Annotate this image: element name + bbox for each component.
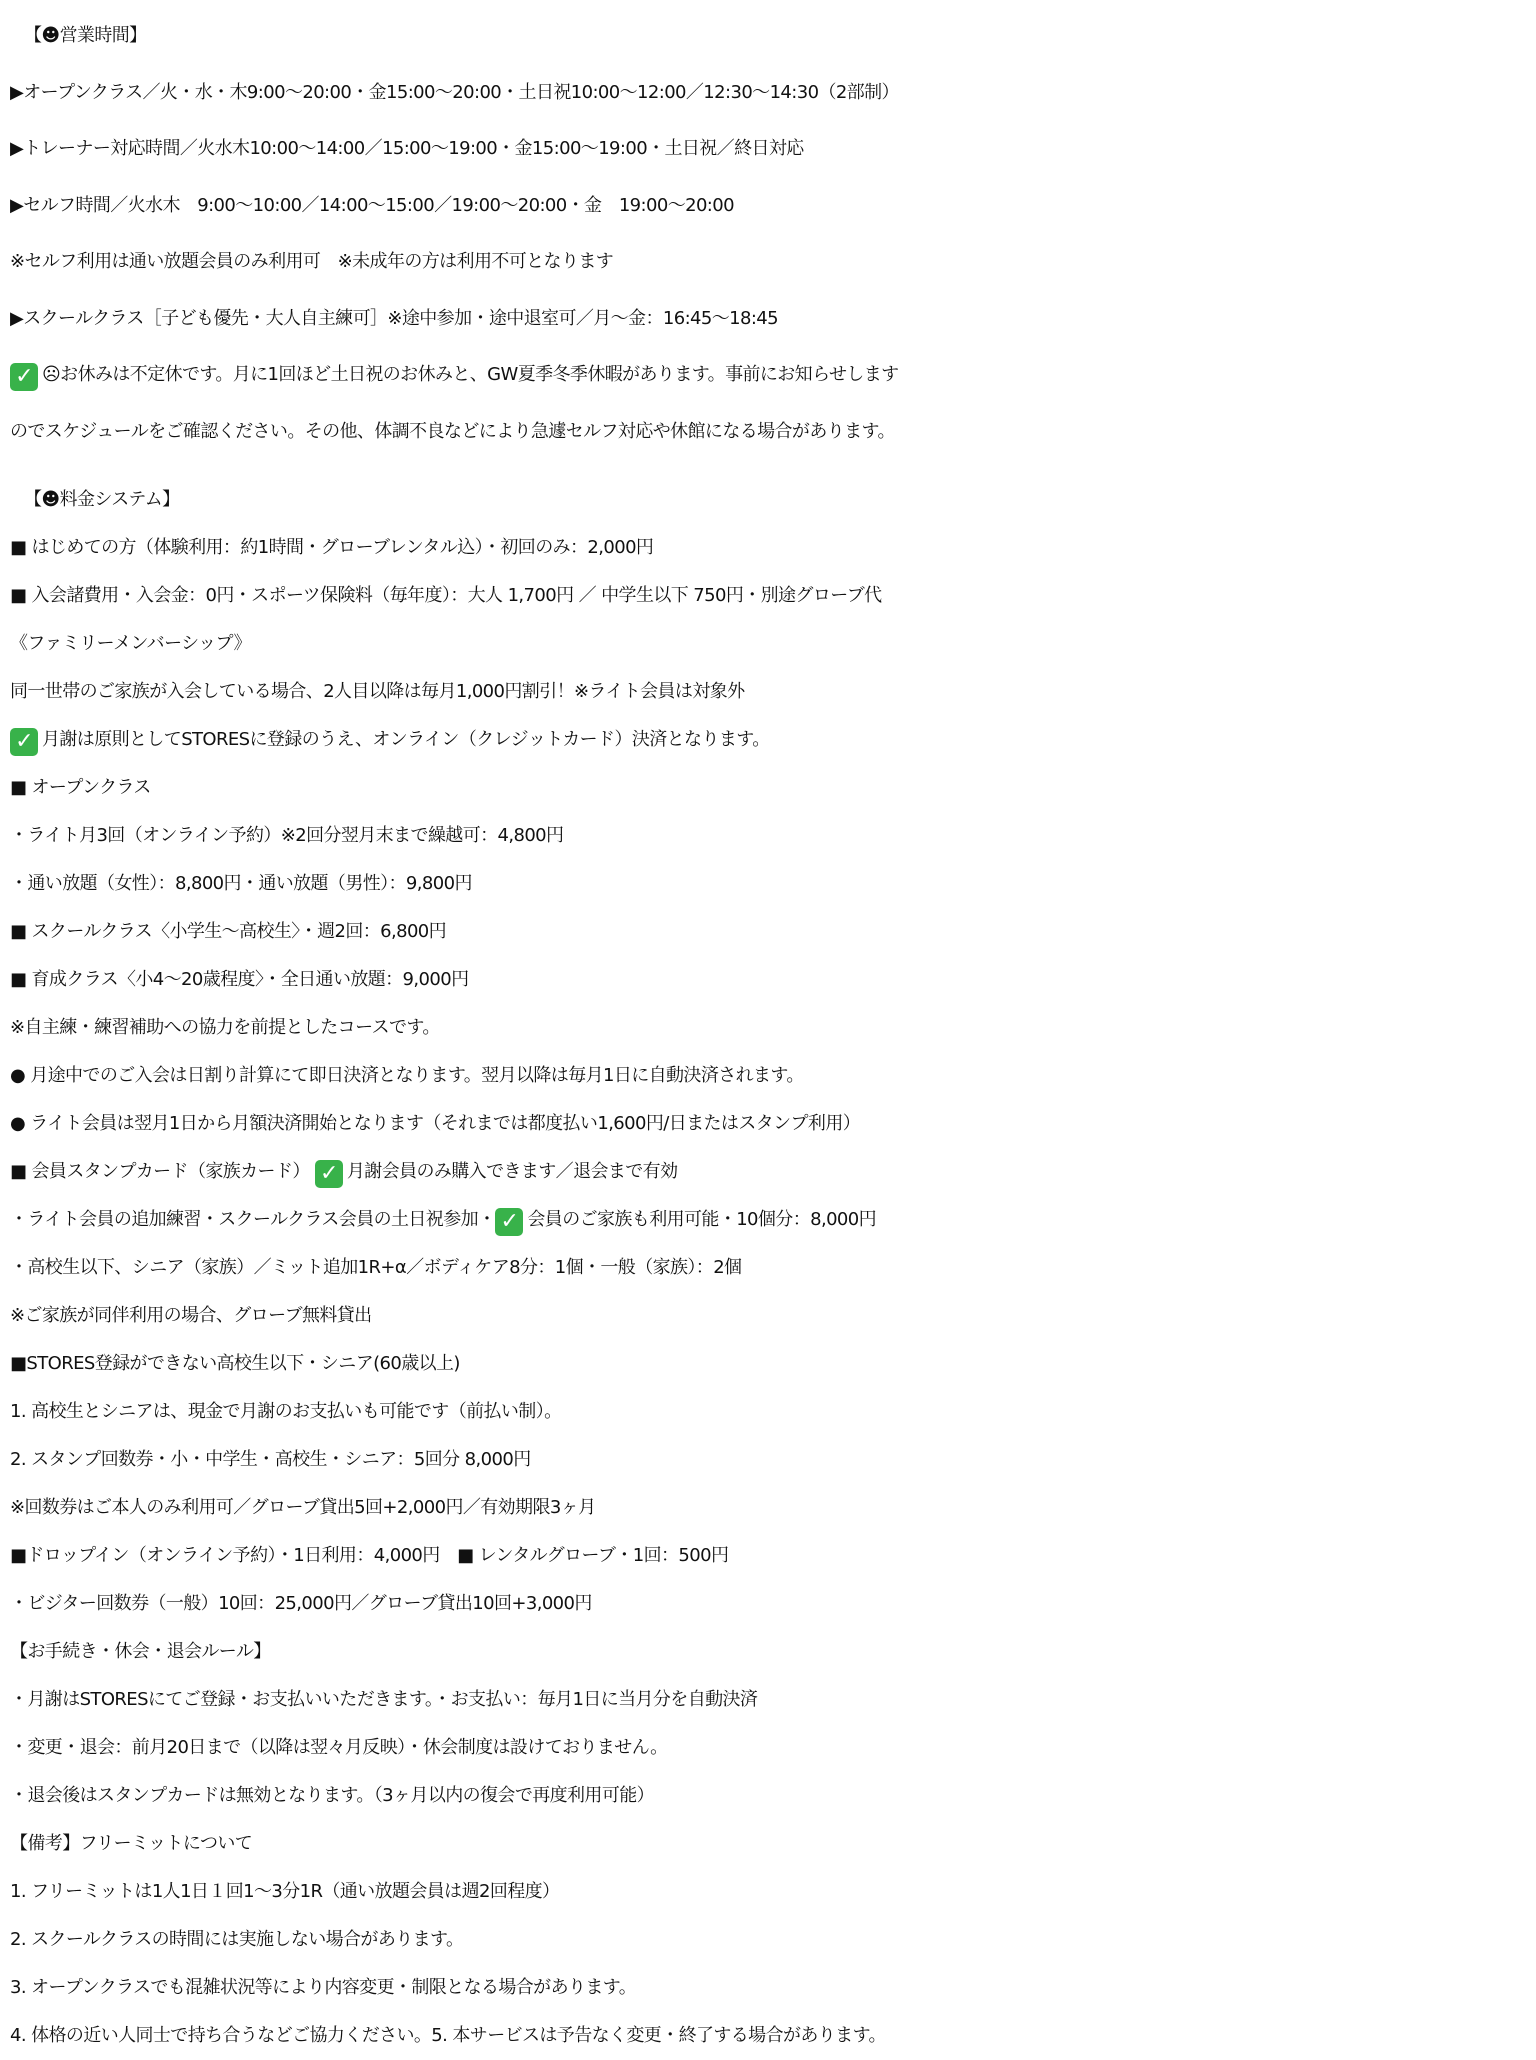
holiday-text-1: ☹お休みは不定休です。月に1回ほど土日祝のお休みと、GW夏季冬季休暇があります。事前にお知らせします: [42, 364, 899, 385]
stores-payment-note: ✓ 月謝は原則としてSTORESに登録のうえ、オンライン（クレジットカード）決済となります。: [10, 716, 1536, 764]
light-member-note: ● ライト会員は翌月1日から月額決済開始となります（それまでは都度払い1,600円/日またはスタンプ利用）: [10, 1113, 861, 1134]
note-3: 3. オープンクラスでも混雑状況等により内容変更・制限となる場合があります。: [10, 1977, 637, 1998]
notes-heading: 【備考】フリーミットについて: [10, 1833, 253, 1854]
procedure-2: ・変更・退会：前月20日まで（以降は翌々月反映）・休会制度は設けておりません。: [10, 1737, 668, 1758]
stamp-card-rates: ・高校生以下、シニア（家族）／ミット追加1R+α／ボディケア8分：1個・一般（家族）：2個: [10, 1257, 742, 1278]
price-school-class: ■ スクールクラス〈小学生〜高校生〉・週2回：6,800円: [10, 921, 447, 942]
check-mark-icon: ✓: [10, 728, 38, 756]
price-entry-fees: ■ 入会諸費用・入会金：0円・スポーツ保険料（毎年度）：大人 1,700円 ／ 中学生以下 750円・別途グローブ代: [10, 585, 882, 606]
stamp-card-heading: ■ 会員スタンプカード（家族カード） ✓ 月謝会員のみ購入できます／退会まで有効: [10, 1161, 678, 1186]
note-2: 2. スクールクラスの時間には実施しない場合があります。: [10, 1929, 464, 1950]
procedure-1: ・月謝はSTORESにてご登録・お支払いいただきます。・お支払い：毎月1日に当月分を自動決済: [10, 1689, 758, 1710]
open-class-heading: ■ オープンクラス: [10, 777, 151, 798]
non-stores-item-2: 2. スタンプ回数券・小・中学生・高校生・シニア：5回分 8,000円: [10, 1449, 531, 1470]
price-trial: ■ はじめての方（体験利用：約1時間・グローブレンタル込）・初回のみ：2,000円: [10, 537, 654, 558]
hours-trainer: ▶トレーナー対応時間／火水木10:00〜14:00／15:00〜19:00・金15:00〜19:00・土日祝／終日対応: [10, 138, 804, 159]
family-membership-title: 《ファミリーメンバーシップ》: [10, 633, 251, 654]
check-mark-icon: ✓: [10, 363, 38, 391]
hours-self: ▶セルフ時間／火水木 9:00〜10:00／14:00〜15:00／19:00〜20:00・金 19:00〜20:00: [10, 194, 734, 216]
drop-in-price: ■ドロップイン（オンライン予約）・1日利用：4,000円 ■ レンタルグローブ・1回：500円: [10, 1545, 729, 1566]
training-class-note: ※自主練・練習補助への協力を前提としたコースです。: [10, 1017, 440, 1038]
visitor-coupon-price: ・ビジター回数券（一般）10回：25,000円／グローブ貸出10回+3,000円: [10, 1593, 592, 1614]
non-stores-heading: ■STORES登録ができない高校生以下・シニア(60歳以上): [10, 1353, 460, 1374]
holiday-note-1: [10, 347, 1536, 404]
non-stores-item-1: 1. 高校生とシニアは、現金で月謝のお支払いも可能です（前払い制）。: [10, 1401, 562, 1422]
hours-school-class: ▶スクールクラス［子ども優先・大人自主練可］※途中参加・途中退室可／月〜金：16:45〜18:45: [10, 307, 779, 329]
pricing-heading: 【☻料金システム】: [24, 489, 180, 510]
price-training-class: ■ 育成クラス〈小4〜20歳程度〉・全日通い放題：9,000円: [10, 969, 469, 990]
business-hours-section: [10, 8, 1536, 460]
note-4-5: 4. 体格の近い人同士で持ち合うなどご協力ください。5. 本サービスは予告なく変更・終了する場合があります。: [10, 2025, 886, 2046]
hours-self-note: ※セルフ利用は通い放題会員のみ利用可 ※未成年の方は利用不可となります: [10, 251, 614, 272]
price-light: ・ライト月3回（オンライン予約）※2回分翌月末まで繰越可：4,800円: [10, 825, 564, 846]
procedure-3: ・退会後はスタンプカードは無効となります。（3ヶ月以内の復会で再度利用可能）: [10, 1785, 655, 1806]
price-unlimited: ・通い放題（女性）：8,800円・通い放題（男性）：9,800円: [10, 873, 472, 894]
pricing-section: [10, 476, 1536, 2060]
holiday-note-2: のでスケジュールをご確認ください。その他、体調不良などにより急遽セルフ対応や休館になる場合があります。: [10, 420, 895, 442]
hours-open-class: ▶オープンクラス／火・水・木9:00〜20:00・金15:00〜20:00・土日祝10:00〜12:00／12:30〜14:30（2部制）: [10, 81, 899, 103]
check-mark-icon: ✓: [495, 1208, 523, 1236]
prorated-note: ● 月途中でのご入会は日割り計算にて即日決済となります。翌月以降は毎月1日に自動決済されます。: [10, 1065, 804, 1086]
hours-heading: 【☻営業時間】: [24, 25, 147, 46]
stamp-card-usage: ・ライト会員の追加練習・スクールクラス会員の土日祝参加・ ✓ 会員のご家族も利用可能・10個分：8,000円: [10, 1209, 877, 1234]
glove-free-note: ※ご家族が同伴利用の場合、グローブ無料貸出: [10, 1305, 372, 1326]
procedures-heading: 【お手続き・休会・退会ルール】: [10, 1641, 271, 1662]
check-mark-icon: ✓: [315, 1160, 343, 1188]
note-1: 1. フリーミットは1人1日１回1〜3分1R（通い放題会員は週2回程度）: [10, 1881, 560, 1902]
family-membership-text: 同一世帯のご家族が入会している場合、2人目以降は毎月1,000円割引！※ライト会員は対象外: [10, 681, 745, 702]
coupon-note: ※回数券はご本人のみ利用可／グローブ貸出5回+2,000円／有効期限3ヶ月: [10, 1497, 596, 1518]
